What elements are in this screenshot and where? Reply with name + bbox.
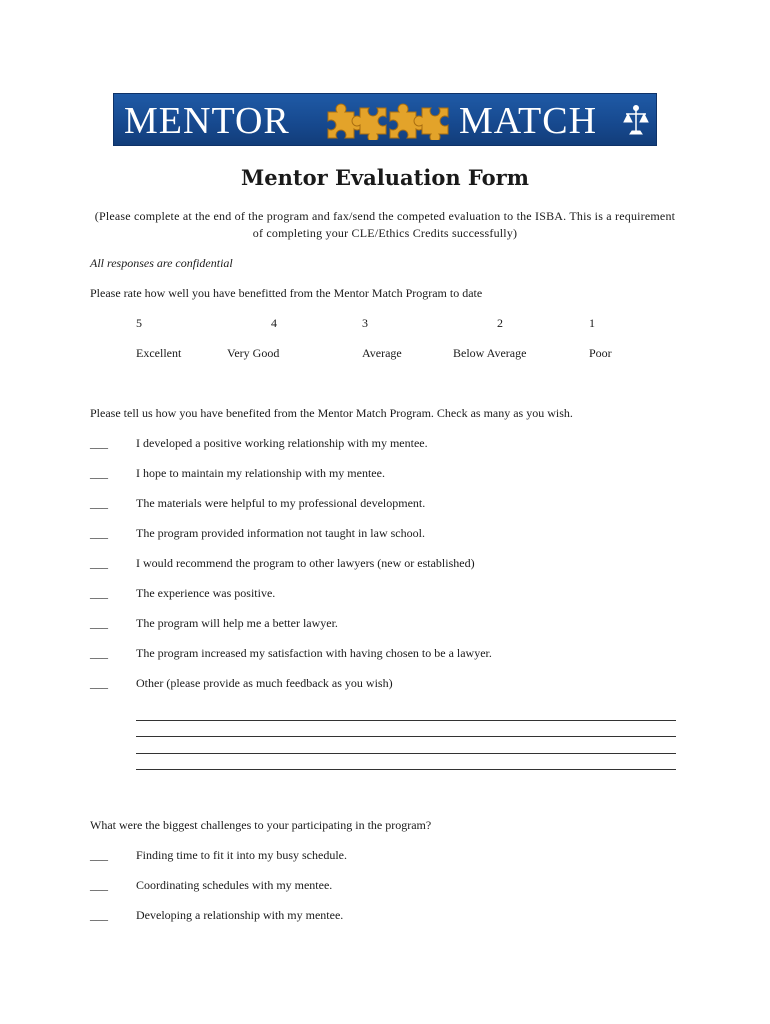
challenge-item-1: Finding time to fit it into my busy schedule. bbox=[136, 848, 347, 862]
rating-label-poor: Poor bbox=[589, 346, 612, 360]
rating-prompt: Please rate how well you have benefitted from the Mentor Match Program to date bbox=[90, 286, 483, 300]
benefit-item-4: The program provided information not taught in law school. bbox=[136, 526, 425, 540]
logo-right-word: MATCH bbox=[459, 100, 598, 142]
checkbox-blank[interactable]: ___ bbox=[90, 586, 108, 600]
checkbox-blank[interactable]: ___ bbox=[90, 646, 108, 660]
benefits-prompt: Please tell us how you have benefited from the Mentor Match Program. Check as many as you wish. bbox=[90, 406, 573, 420]
rating-number-4[interactable]: 4 bbox=[271, 316, 277, 330]
checkbox-blank[interactable]: ___ bbox=[90, 908, 108, 922]
checkbox-blank[interactable]: ___ bbox=[90, 848, 108, 862]
checkbox-blank[interactable]: ___ bbox=[90, 496, 108, 510]
feedback-line[interactable] bbox=[136, 720, 676, 721]
checkbox-blank[interactable]: ___ bbox=[90, 556, 108, 570]
benefit-item-3: The materials were helpful to my professional development. bbox=[136, 496, 426, 510]
rating-number-3[interactable]: 3 bbox=[362, 316, 368, 330]
rating-number-5[interactable]: 5 bbox=[136, 316, 142, 330]
feedback-line[interactable] bbox=[136, 753, 676, 754]
checkbox-blank[interactable]: ___ bbox=[90, 616, 108, 630]
benefit-item-6: The experience was positive. bbox=[136, 586, 276, 600]
intro-text: (Please complete at the end of the program and fax/send the competed evaluation to the ISBA. This is a requirement of completing your CLE/Ethics Credits successfully) bbox=[94, 209, 676, 240]
scales-of-justice-icon bbox=[622, 104, 650, 136]
rating-label-very-good: Very Good bbox=[227, 346, 280, 360]
challenges-prompt: What were the biggest challenges to your participating in the program? bbox=[90, 818, 432, 832]
checkbox-blank[interactable]: ___ bbox=[90, 526, 108, 540]
rating-number-2[interactable]: 2 bbox=[497, 316, 503, 330]
checkbox-blank[interactable]: ___ bbox=[90, 436, 108, 450]
benefit-item-7: The program will help me a better lawyer. bbox=[136, 616, 338, 630]
benefit-item-1: I developed a positive working relationship with my mentee. bbox=[136, 436, 428, 450]
puzzle-pieces-icon bbox=[324, 100, 452, 140]
page-title: Mentor Evaluation Form bbox=[241, 165, 529, 190]
rating-label-average: Average bbox=[362, 346, 402, 360]
rating-number-1[interactable]: 1 bbox=[589, 316, 595, 330]
benefit-item-8: The program increased my satisfaction with having chosen to be a lawyer. bbox=[136, 646, 492, 660]
feedback-line[interactable] bbox=[136, 736, 676, 737]
benefit-item-other: Other (please provide as much feedback as you wish) bbox=[136, 676, 393, 690]
challenge-item-3: Developing a relationship with my mentee. bbox=[136, 908, 344, 922]
benefit-item-5: I would recommend the program to other lawyers (new or established) bbox=[136, 556, 475, 570]
checkbox-blank[interactable]: ___ bbox=[90, 878, 108, 892]
rating-label-below-average: Below Average bbox=[453, 346, 527, 360]
confidential-note: All responses are confidential bbox=[90, 256, 233, 270]
feedback-line[interactable] bbox=[136, 769, 676, 770]
challenge-item-2: Coordinating schedules with my mentee. bbox=[136, 878, 333, 892]
benefit-item-2: I hope to maintain my relationship with my mentee. bbox=[136, 466, 385, 480]
mentor-match-logo bbox=[113, 93, 657, 146]
rating-label-excellent: Excellent bbox=[136, 346, 182, 360]
checkbox-blank[interactable]: ___ bbox=[90, 466, 108, 480]
checkbox-blank[interactable]: ___ bbox=[90, 676, 108, 690]
logo-left-word: MENTOR bbox=[124, 100, 290, 142]
